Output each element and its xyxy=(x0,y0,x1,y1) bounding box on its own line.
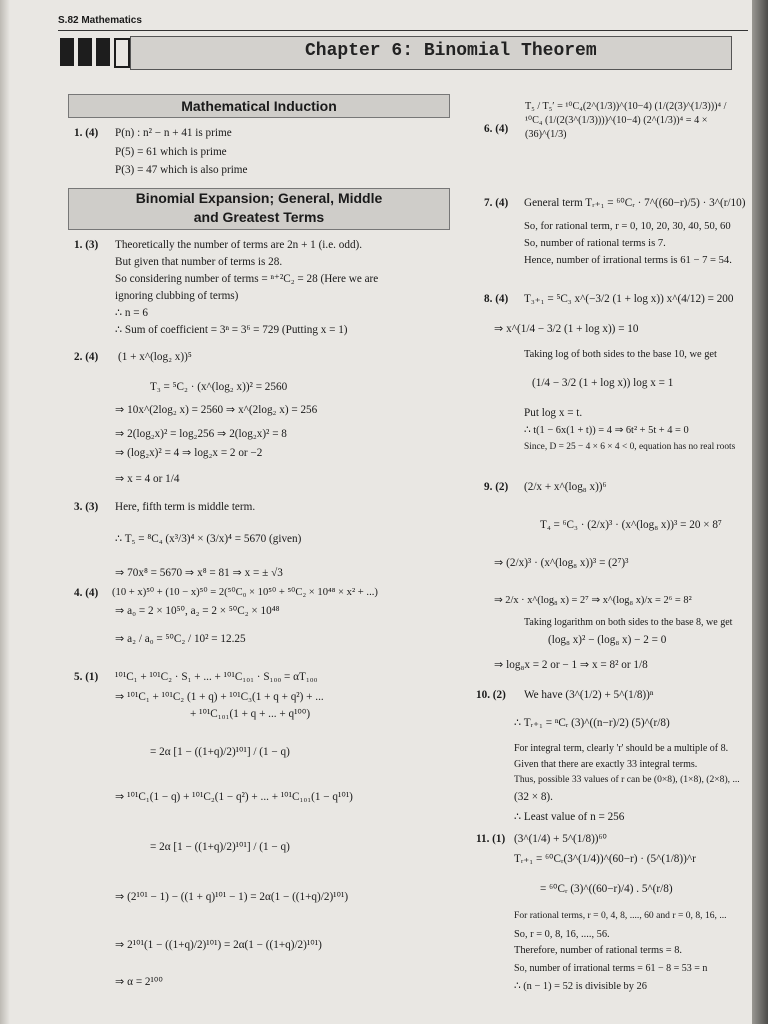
solution-line: We have (3^(1/2) + 5^(1/8))ⁿ xyxy=(524,689,654,701)
solution-line: (1 + x^(log₂ x))⁵ xyxy=(118,351,192,363)
solution-line: ⇒ x^(1/4 − 3/2 (1 + log x)) = 10 xyxy=(494,323,639,335)
question-number: 7. (4) xyxy=(484,197,509,209)
solution-line: Taking logarithm on both sides to the base 8, we get xyxy=(524,617,733,628)
solution-line: ⇒ log₈x = 2 or − 1 ⇒ x = 8² or 1/8 xyxy=(494,659,648,671)
solution-line: ⇒ 2¹⁰¹(1 − ((1+q)/2)¹⁰¹) = 2α(1 − ((1+q)/2)¹⁰¹) xyxy=(115,939,322,951)
solution-line: ∴ (n − 1) = 52 is divisible by 26 xyxy=(514,981,647,992)
solution-line: Theoretically the number of terms are 2n + 1 (i.e. odd). xyxy=(115,239,363,251)
section-binomial-expansion xyxy=(68,188,450,230)
solution-line: T₃₊₁ = ⁵C₃ x^(−3/2 (1 + log x)) x^(4/12) = 200 xyxy=(524,293,734,305)
solution-line: For rational terms, r = 0, 4, 8, ...., 60 and r = 0, 8, 16, ... xyxy=(514,910,727,921)
solution-line: ⇒ ¹⁰¹C₁ + ¹⁰¹C₂ (1 + q) + ¹⁰¹C₃(1 + q + q²) + ... xyxy=(115,691,324,703)
solution-line: Thus, possible 33 values of r can be (0×8), (1×8), (2×8), ... xyxy=(514,774,740,785)
solution-line: General term Tᵣ₊₁ = ⁶⁰Cᵣ · 7^((60−r)/5) · 3^(r/10) xyxy=(524,197,746,209)
solution-line: ∴ Least value of n = 256 xyxy=(514,811,625,823)
solution-line: Tᵣ₊₁ = ⁶⁰Cᵣ(3^(1/4))^(60−r) · (5^(1/8))^r xyxy=(514,853,696,865)
chapter-title: Chapter 6: Binomial Theorem xyxy=(305,41,597,61)
solution-line: T₅ / T₅′ = ¹⁰C₄(2^(1/3))^(10−4) (1/(2(3)^(1/3)))⁴ / ¹⁰C₄ (1/(2(3^(1/3))))^(10−4) (2^(1/3))⁴ = 4 × (36)^(1/3) xyxy=(525,101,727,140)
solution-line: Here, fifth term is middle term. xyxy=(115,501,256,513)
solution-line: ∴ Tᵣ₊₁ = ⁿCᵣ (3)^((n−r)/2) (5)^(r/8) xyxy=(514,717,670,729)
solution-line: (3^(1/4) + 5^(1/8))⁶⁰ xyxy=(514,833,607,845)
solution-line: (log₈ x)² − (log₈ x) − 2 = 0 xyxy=(548,634,667,646)
solution-line: P(n) : n² − n + 41 is prime xyxy=(115,127,232,139)
solution-line: So, number of irrational terms = 61 − 8 = 53 = n xyxy=(514,963,708,974)
solution-line: Taking log of both sides to the base 10, we get xyxy=(524,349,717,360)
block-2 xyxy=(78,38,92,66)
solution-line: + ¹⁰¹C₁₀₁(1 + q + ... + q¹⁰⁰) xyxy=(190,708,311,720)
question-number: 3. (3) xyxy=(74,501,99,513)
solution-line: So, number of rational terms is 7. xyxy=(524,238,666,249)
solution-line: Hence, number of irrational terms is 61 − 7 = 54. xyxy=(524,255,732,266)
binding-shadow xyxy=(0,0,10,1024)
solution-line: ⇒ 10x^(2log₂ x) = 2560 ⇒ x^(2log₂ x) = 256 xyxy=(115,404,318,416)
solution-line: (1/4 − 3/2 (1 + log x)) log x = 1 xyxy=(532,377,674,389)
solution-line: Put log x = t. xyxy=(524,407,583,419)
solution-line: ⇒ (2/x)³ · (x^(log₈ x))³ = (2⁷)³ xyxy=(494,557,629,569)
solution-line: T₃ = ⁵C₂ · (x^(log₂ x))² = 2560 xyxy=(150,381,288,393)
solution-line: Given that there are exactly 33 integral terms. xyxy=(514,759,698,770)
solution-line: ⇒ (log₂x)² = 4 ⇒ log₂x = 2 or −2 xyxy=(115,447,263,459)
solution-line: = ⁶⁰Cᵣ (3)^((60−r)/4) . 5^(r/8) xyxy=(540,883,673,895)
solution-line: (10 + x)⁵⁰ + (10 − x)⁵⁰ = 2(⁵⁰C₀ × 10⁵⁰ + ⁵⁰C₂ × 10⁴⁸ × x² + ...) xyxy=(112,587,378,598)
solution-line: So considering number of terms = ⁿ⁺²C₂ = 28 (Here we are xyxy=(115,273,379,285)
solution-line: P(5) = 61 which is prime xyxy=(115,146,227,158)
solution-line: ∴ T₅ = ⁸C₄ (x³/3)⁴ × (3/x)⁴ = 5670 (given) xyxy=(115,533,302,545)
section-title-line-2: and Greatest Terms xyxy=(193,209,325,225)
solution-line: ⇒ 70x⁸ = 5670 ⇒ x⁸ = 81 ⇒ x = ± √3 xyxy=(115,567,283,579)
question-number: 11. (1) xyxy=(476,833,506,845)
solution-line: So, for rational term, r = 0, 10, 20, 30, 40, 50, 60 xyxy=(524,221,731,232)
solution-line: ⇒ a₂ / a₀ = ⁵⁰C₂ / 10² = 12.25 xyxy=(115,633,246,645)
solution-line: ⇒ x = 4 or 1/4 xyxy=(115,473,180,485)
block-3 xyxy=(96,38,110,66)
solution-line: ∴ n = 6 xyxy=(115,307,149,319)
block-1 xyxy=(60,38,74,66)
section-title-line-1: Binomial Expansion; General, Middle xyxy=(135,190,383,206)
solution-line: So, r = 0, 8, 16, ...., 56. xyxy=(514,929,610,940)
solution-line: Since, D = 25 − 4 × 6 × 4 < 0, equation has no real roots xyxy=(524,442,736,452)
book-spine-shadow xyxy=(752,0,768,1024)
solution-line: But given that number of terms is 28. xyxy=(115,256,283,268)
solution-line: For integral term, clearly 'r' should be a multiple of 8. xyxy=(514,743,729,754)
solution-line: = 2α [1 − ((1+q)/2)¹⁰¹] / (1 − q) xyxy=(150,746,290,758)
solution-line: (2/x + x^(log₈ x))⁶ xyxy=(524,481,607,493)
solution-line: ⇒ 2(log₂x)² = log₂256 ⇒ 2(log₂x)² = 8 xyxy=(115,428,287,440)
question-number: 1. (4) xyxy=(74,127,99,139)
solution-line: ⇒ α = 2¹⁰⁰ xyxy=(115,976,163,988)
question-number: 10. (2) xyxy=(476,689,506,701)
solution-line: = 2α [1 − ((1+q)/2)¹⁰¹] / (1 − q) xyxy=(150,841,290,853)
header-rule xyxy=(58,30,748,31)
question-number: 2. (4) xyxy=(74,351,99,363)
section-title: Mathematical Induction xyxy=(181,98,337,114)
section-mathematical-induction xyxy=(68,94,450,118)
solution-line: ∴ t(1 − 6x(1 + t)) = 4 ⇒ 6t² + 5t + 4 = 0 xyxy=(524,425,689,436)
question-number: 1. (3) xyxy=(74,239,99,251)
question-number: 6. (4) xyxy=(484,123,509,135)
block-4 xyxy=(114,38,130,68)
solution-line: T₄ = ⁶C₃ · (2/x)³ · (x^(log₈ x))³ = 20 × 8⁷ xyxy=(540,519,722,531)
solution-line: ⇒ ¹⁰¹C₁(1 − q) + ¹⁰¹C₂(1 − q²) + ... + ¹⁰¹C₁₀₁(1 − q¹⁰¹) xyxy=(115,791,353,803)
page-header-tag: S.82 Mathematics xyxy=(58,15,142,26)
solution-line: ⇒ 2/x · x^(log₈ x) = 2⁷ ⇒ x^(log₈ x)/x = 2⁶ = 8² xyxy=(494,595,692,606)
solution-line: Therefore, number of rational terms = 8. xyxy=(514,945,683,956)
solution-line: ∴ Sum of coefficient = 3ⁿ = 3⁶ = 729 (Putting x = 1) xyxy=(115,324,348,336)
question-number: 5. (1) xyxy=(74,671,99,683)
solution-line: ⇒ (2¹⁰¹ − 1) − ((1 + q)¹⁰¹ − 1) = 2α(1 − ((1+q)/2)¹⁰¹) xyxy=(115,891,349,903)
solution-line: ¹⁰¹C₁ + ¹⁰¹C₂ · S₁ + ... + ¹⁰¹C₁₀₁ · S₁₀₀ = αT₁₀₀ xyxy=(115,671,318,683)
solution-line: P(3) = 47 which is also prime xyxy=(115,164,248,176)
question-number: 4. (4) xyxy=(74,587,99,599)
solution-line: (32 × 8). xyxy=(514,791,553,803)
solution-line: ignoring clubbing of terms) xyxy=(115,290,239,302)
question-number: 8. (4) xyxy=(484,293,509,305)
solution-line: ⇒ a₀ = 2 × 10⁵⁰, a₂ = 2 × ⁵⁰C₂ × 10⁴⁸ xyxy=(115,605,280,617)
question-number: 9. (2) xyxy=(484,481,509,493)
